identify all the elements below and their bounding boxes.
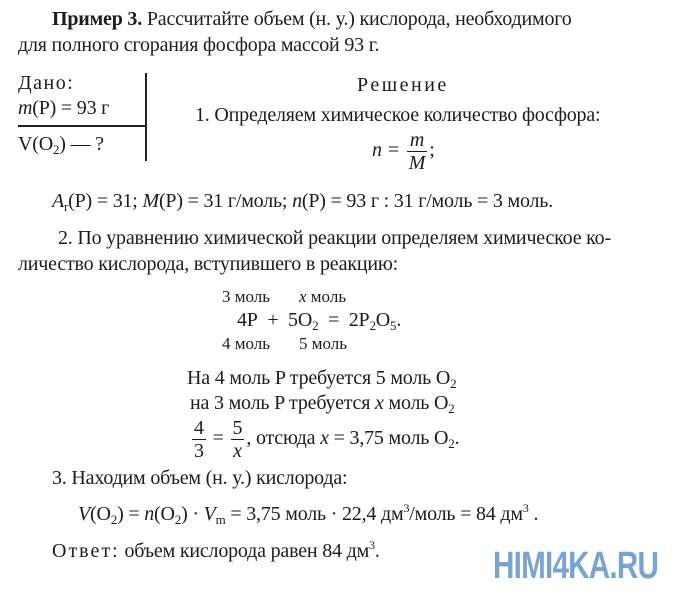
fraction-m-over-M: $\frac{m}{M}$: [408, 129, 426, 174]
mass-variable: m: [18, 97, 33, 119]
fraction-4-over-3: $\frac{4}{3}$: [194, 417, 204, 462]
watermark-logo: HIMI4KA.RU: [493, 545, 659, 587]
problem-line-2: для полного сгорания фосфора массой 93 г.: [18, 34, 380, 56]
problem-label: Пример 3.: [52, 8, 143, 30]
above-p: 3 моль: [222, 287, 271, 306]
above-o2: x моль: [299, 287, 347, 306]
step2-line-2: личество кислорода, вступившего в реакцию:: [18, 253, 398, 275]
ratio-line: $\frac{4}{3}$ = $\frac{5}{x}$ , отсюда x = 3,75 моль $O_2$.: [194, 417, 460, 462]
below-o2: 5 моль: [299, 334, 348, 353]
problem-line-1: [52, 8, 572, 31]
reaction-equation: $4P + 5O_2 = 2P_2O_5$.: [237, 309, 402, 333]
solution-header: Решение: [357, 74, 449, 96]
step3-formula: $V(O_2) = n(O_2) \cdot V_m = 3,75$ моль · 22,4 $дм^3$/моль = 84 $дм^3$ .: [78, 501, 539, 527]
given-mass: [18, 97, 109, 120]
step1-formula: n = $\frac{m}{M}$ ;: [372, 129, 435, 174]
given-separator: [145, 73, 147, 161]
step1-text: 1. Определяем химическое количество фосфора:: [195, 104, 601, 126]
answer-label: Ответ:: [52, 540, 120, 562]
given-divider: [18, 125, 146, 127]
mass-value: (P) = 93 г: [32, 97, 110, 119]
given-header: Дано:: [18, 72, 75, 94]
proportion-line-1: На 4 моль P требуется 5 моль $O_2$: [187, 367, 457, 391]
step3-text: 3. Находим объем (н. у.) кислорода:: [52, 467, 348, 489]
proportion-line-2: на 3 моль P требуется x моль $O_2$: [190, 392, 455, 416]
step1-calculation: $A_r(P) = 31$; M(P) = 31 г/моль; n(P) = 93 г : 31 г/моль = 3 моль.: [52, 190, 554, 214]
answer-line: Ответ: объем кислорода равен 84 $дм^3$.: [52, 538, 380, 562]
below-p: 4 моль: [222, 334, 271, 353]
problem-text-1: Рассчитайте объем (н. у.) кислорода, необходимого: [146, 8, 572, 30]
step2-line-1: 2. По уравнению химической реакции определяем химическое ко-: [58, 227, 611, 249]
fraction-5-over-x: $\frac{5}{x}$: [232, 417, 243, 462]
given-find: $V(O_2)$ — ?: [18, 133, 104, 157]
